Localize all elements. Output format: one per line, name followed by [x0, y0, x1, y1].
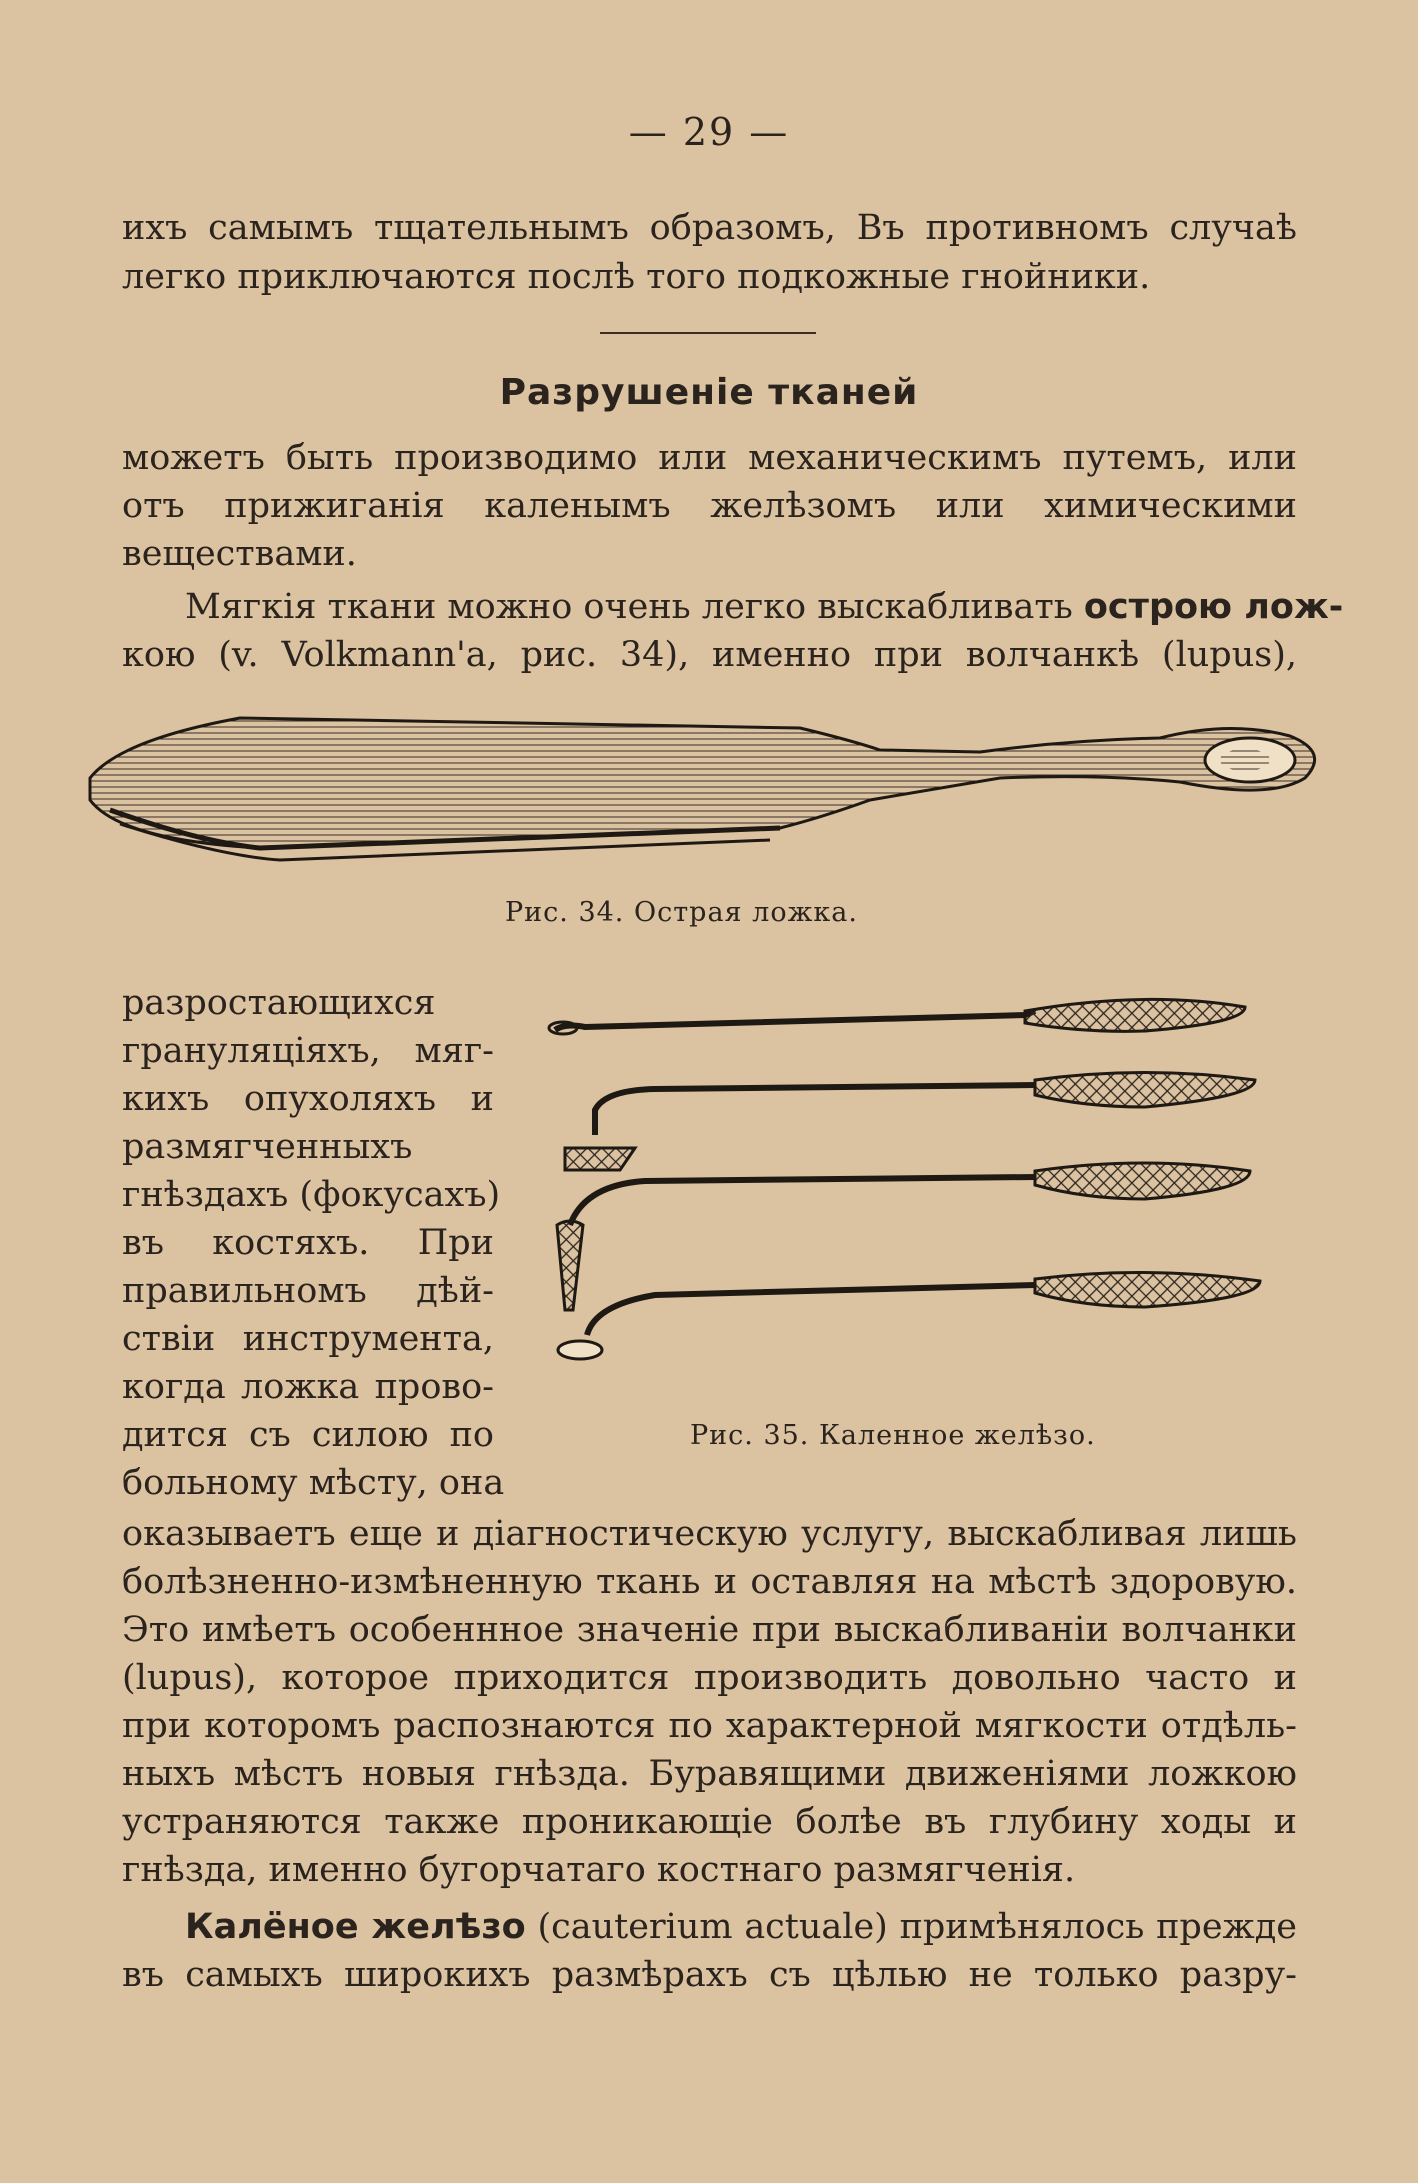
text-line: разростающихся — [122, 983, 436, 1023]
text-line: въ самыхъ широкихъ размѣрахъ съ цѣлью не только разру- — [122, 1955, 1297, 1995]
section-heading: Разрушеніе тканей — [499, 372, 919, 413]
text-line: Мягкія ткани можно очень легко выскабливать острою лож- — [185, 587, 1344, 627]
text-line: при которомъ распознаются по характерной мягкости отдѣль- — [122, 1706, 1297, 1746]
section-separator — [600, 332, 816, 334]
text-line: оказываетъ еще и діагностическую услугу, выскабливая лишь — [122, 1514, 1297, 1554]
text-line: когда ложка прово- — [122, 1367, 494, 1407]
text-line: ствіи инструмента, — [122, 1319, 494, 1359]
text-line: въ костяхъ. При — [122, 1223, 494, 1263]
text-line: отъ прижиганія каленымъ желѣзомъ или химическими — [122, 486, 1297, 526]
text-line: дится съ силою по — [122, 1415, 494, 1455]
page-number: — 29 — — [628, 110, 790, 154]
text-line: гнѣзда, именно бугорчатаго костнаго размягченія. — [122, 1850, 1076, 1890]
text-line: ныхъ мѣстъ новыя гнѣзда. Буравящими движеніями ложкою — [122, 1754, 1297, 1794]
text-line: Это имѣетъ особеннное значеніе при выскабливаніи волчанки — [122, 1610, 1297, 1650]
cautery-irons-illustration — [545, 985, 1275, 1375]
figure-caption: Рис. 35. Каленное желѣзо. — [690, 1420, 1096, 1451]
text-line: легко приключаются послѣ того подкожные гнойники. — [122, 257, 1151, 297]
text-line: болѣзненно-измѣненную ткань и оставляя на мѣстѣ здоровую. — [122, 1562, 1297, 1602]
figure-caption: Рис. 34. Острая ложка. — [505, 897, 858, 928]
text-line: веществами. — [122, 534, 357, 574]
text-line: ихъ самымъ тщательнымъ образомъ, Въ противномъ случаѣ — [122, 208, 1297, 248]
text-line: устраняются также проникающіе болѣе въ глубину ходы и — [122, 1802, 1297, 1842]
text-line: гнѣздахъ (фокусахъ) — [122, 1175, 501, 1215]
text-line: (lupus), которое приходится производить довольно часто и — [122, 1658, 1297, 1698]
sharp-spoon-illustration — [80, 700, 1350, 870]
bold-term: острою лож- — [1083, 587, 1344, 627]
text-line: кою (v. Volkmann'a, рис. 34), именно при волчанкѣ (lupus), — [122, 635, 1297, 675]
text-line: больному мѣсту, она — [122, 1463, 505, 1503]
text-line: правильномъ дѣй- — [122, 1271, 494, 1311]
bold-term: Калёное желѣзо — [185, 1907, 526, 1947]
text-line: размягченныхъ — [122, 1127, 413, 1167]
text-line: Калёное желѣзо (cauterium actuale) примѣнялось прежде — [185, 1907, 1297, 1947]
text-line: можетъ быть производимо или механическимъ путемъ, или — [122, 438, 1297, 478]
text-line: грануляціяхъ, мяг- — [122, 1031, 494, 1071]
text-line: кихъ опухоляхъ и — [122, 1079, 494, 1119]
